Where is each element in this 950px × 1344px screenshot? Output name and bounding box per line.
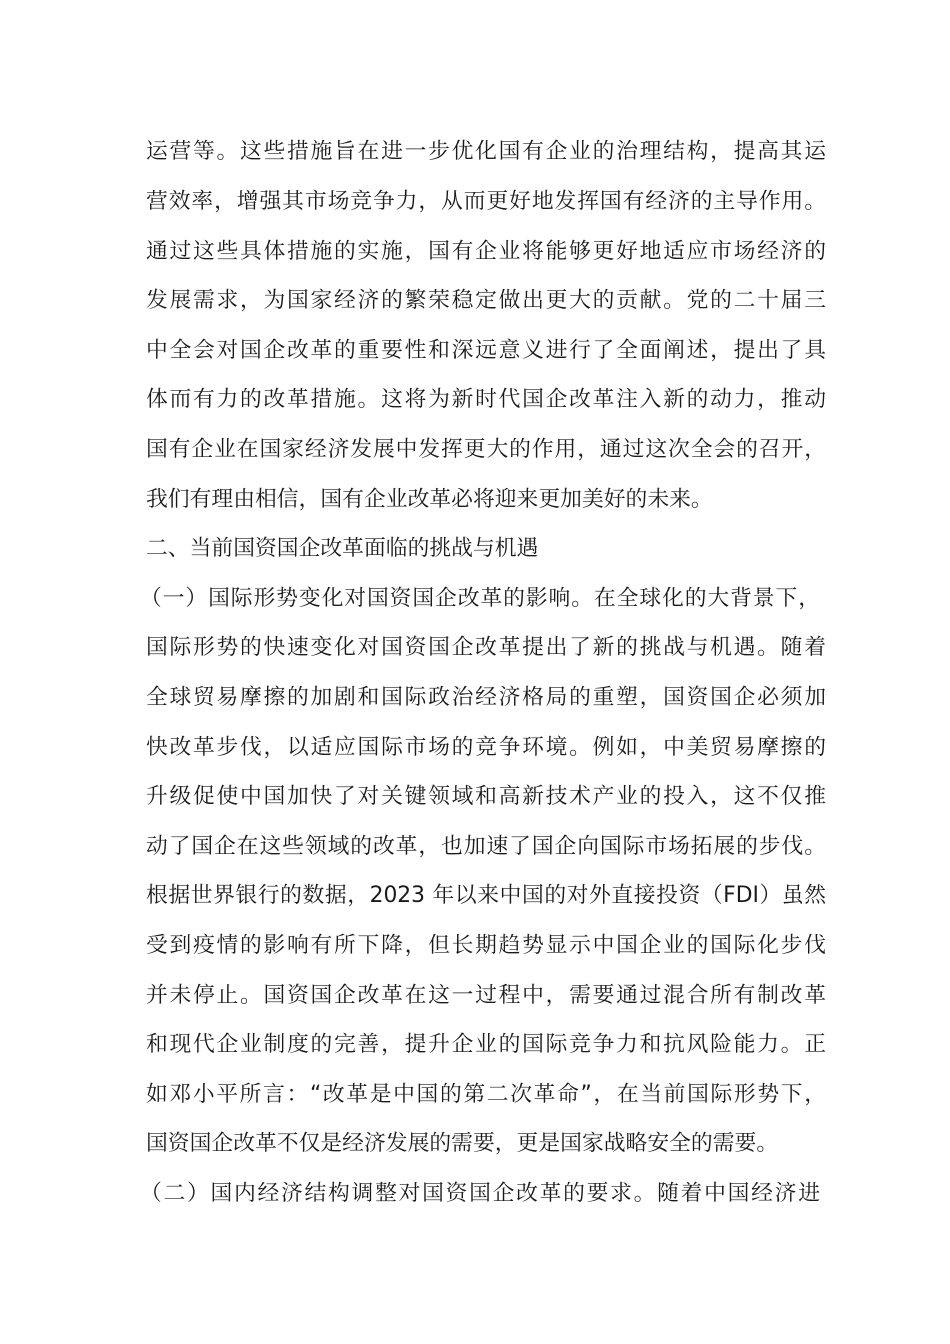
text-line-12: 全球贸易摩擦的加剧和国际政治经济格局的重塑，国资国企必须加 bbox=[146, 685, 826, 710]
text-line-11: 国际形势的快速变化对国资国企改革提出了新的挑战与机遇。随着 bbox=[146, 635, 826, 660]
text-line-13: 快改革步伐，以适应国际市场的竞争环境。例如，中美贸易摩擦的 bbox=[146, 735, 826, 760]
text-line-15: 动了国企在这些领域的改革，也加速了国企向国际市场拓展的步伐。 bbox=[146, 834, 826, 859]
text-line-2: 营效率，增强其市场竞争力，从而更好地发挥国有经济的主导作用。 bbox=[146, 189, 826, 214]
text-line-3: 通过这些具体措施的实施，国有企业将能够更好地适应市场经济的 bbox=[146, 239, 826, 264]
text-line-5: 中全会对国企改革的重要性和深远意义进行了全面阐述，提出了具 bbox=[146, 338, 826, 363]
text-line-8: 我们有理由相信，国有企业改革必将迎来更加美好的未来。 bbox=[146, 487, 713, 512]
text-line-17: 受到疫情的影响有所下降，但长期趋势显示中国企业的国际化步伐 bbox=[146, 933, 826, 958]
text-line-10: （一）国际形势变化对国资国企改革的影响。在全球化的大背景下， bbox=[140, 586, 820, 611]
text-line-19: 和现代企业制度的完善，提升企业的国际竞争力和抗风险能力。正 bbox=[146, 1032, 826, 1057]
text-line-14: 升级促使中国加快了对关键领域和高新技术产业的投入，这不仅推 bbox=[146, 784, 826, 809]
text-line-6: 体而有力的改革措施。这将为新时代国企改革注入新的动力，推动 bbox=[146, 387, 826, 412]
text-line-20: 如邓小平所言：“改革是中国的第二次革命”，在当前国际形势下， bbox=[146, 1082, 826, 1107]
text-line-21: 国资国企改革不仅是经济发展的需要，更是国家战略安全的需要。 bbox=[146, 1131, 779, 1156]
text-line-18: 并未停止。国资国企改革在这一过程中，需要通过混合所有制改革 bbox=[146, 983, 826, 1008]
text-line-4: 发展需求，为国家经济的繁荣稳定做出更大的贡献。党的二十届三 bbox=[146, 288, 826, 313]
text-line-22: （二）国内经济结构调整对国资国企改革的要求。随着中国经济进 bbox=[140, 1181, 820, 1206]
text-line-7: 国有企业在国家经济发展中发挥更大的作用，通过这次全会的召开， bbox=[146, 437, 826, 462]
text-line-1: 运营等。这些措施旨在进一步优化国有企业的治理结构，提高其运 bbox=[146, 139, 826, 164]
section-heading: 二、当前国资国企改革面临的挑战与机遇 bbox=[146, 536, 539, 561]
text-line-16: 根据世界银行的数据，2023 年以来中国的对外直接投资（FDI）虽然 bbox=[146, 883, 826, 908]
